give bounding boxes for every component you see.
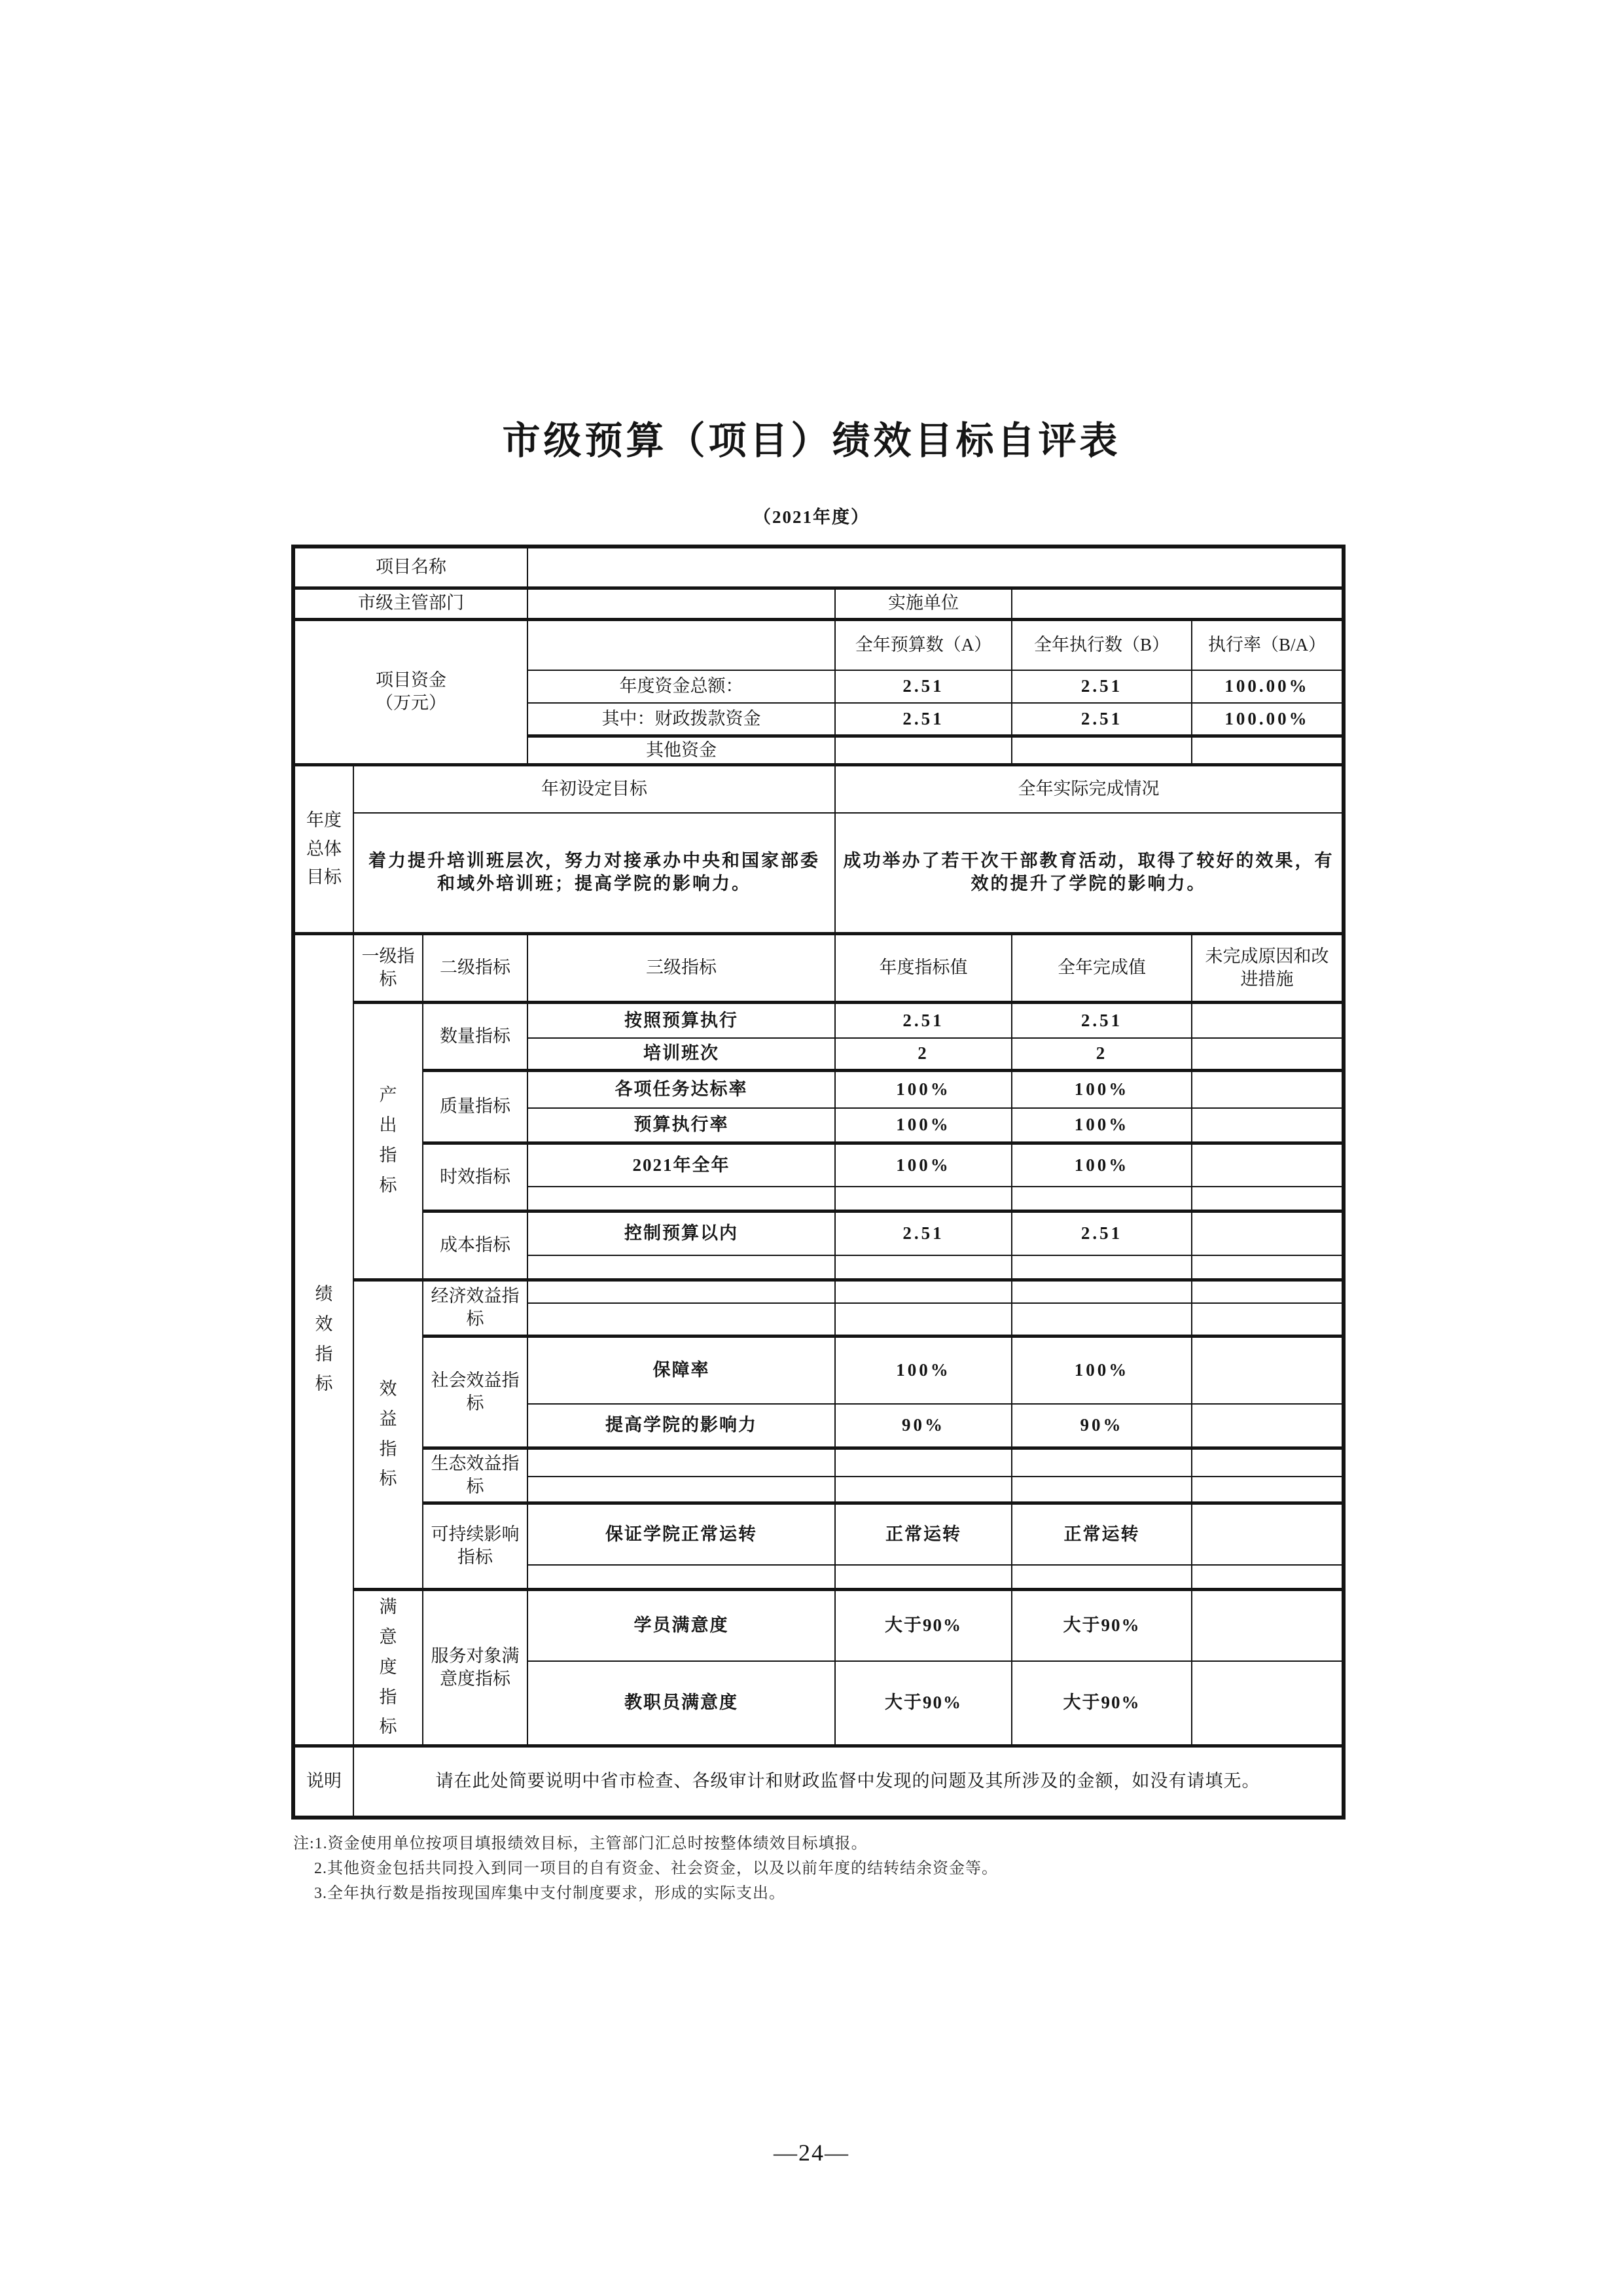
table-row [293, 764, 1344, 813]
level3-indicator: 控制预算以内 [527, 1211, 835, 1255]
level3-indicator [527, 1303, 835, 1336]
actual-value: 2 [1012, 1038, 1192, 1070]
remark-row [293, 1746, 1344, 1818]
level3-indicator [527, 1280, 835, 1303]
annual-goal-label [293, 764, 353, 933]
indicators-label [293, 933, 353, 1746]
funds-label-line2: （万元） [376, 693, 447, 713]
level1-label-text: 效益指标 [379, 1378, 397, 1489]
impl-unit-label-text: 实施单位 [888, 593, 959, 613]
target-value [835, 1187, 1012, 1211]
page-title: 市级预算（项目）绩效目标自评表 [502, 420, 1121, 462]
target-value: 大于90% [835, 1661, 1012, 1746]
level3-indicator [527, 1255, 835, 1280]
page-subtitle: （2021年度） [753, 507, 870, 527]
reason-cell [1192, 1002, 1344, 1038]
reason-cell [1192, 1404, 1344, 1448]
target-value: 100% [835, 1143, 1012, 1187]
level2-service-object: 服务对象满意度指标 [423, 1589, 527, 1746]
goal-set-header: 年初设定目标 [353, 764, 835, 813]
actual-value: 大于90% [1012, 1661, 1192, 1746]
fund-rate-value [1192, 736, 1344, 764]
target-value: 大于90% [835, 1589, 1012, 1661]
funds-col-exec: 全年执行数（B） [1012, 619, 1192, 670]
actual-value [1012, 1255, 1192, 1280]
funds-subheader-spacer [527, 619, 835, 670]
target-value: 90% [835, 1404, 1012, 1448]
target-value [835, 1448, 1012, 1477]
indicator-row [293, 1589, 1344, 1661]
level3-indicator [527, 1477, 835, 1503]
reason-cell [1192, 1336, 1344, 1404]
col-header-actual: 全年完成值 [1012, 933, 1192, 1002]
fund-row-label: 其他资金 [527, 736, 835, 764]
indicator-row [293, 1280, 1344, 1303]
level3-indicator [527, 1448, 835, 1477]
funds-label-line1: 项目资金 [376, 670, 447, 690]
actual-value [1012, 1303, 1192, 1336]
col-header-level1: 一级指标 [353, 933, 423, 1002]
fund-rate-value: 100.00% [1192, 670, 1344, 703]
reason-cell [1192, 1589, 1344, 1661]
reason-cell [1192, 1661, 1344, 1746]
project-name-label: 项目名称 [293, 547, 527, 588]
funds-col-budget: 全年预算数（A） [835, 619, 1012, 670]
footnotes [293, 1831, 1353, 1906]
level3-indicator [527, 1565, 835, 1589]
level3-indicator: 保障率 [527, 1336, 835, 1404]
target-value [835, 1280, 1012, 1303]
fund-budget-value [835, 736, 1012, 764]
level2-cost: 成本指标 [423, 1211, 527, 1280]
target-value [835, 1303, 1012, 1336]
indicator-header-row [293, 933, 1344, 1002]
actual-value [1012, 1448, 1192, 1477]
dept-label: 市级主管部门 [293, 588, 527, 619]
level3-indicator: 按照预算执行 [527, 1002, 835, 1038]
level2-quantity: 数量指标 [423, 1002, 527, 1070]
indicator-row [293, 1211, 1344, 1255]
reason-cell [1192, 1503, 1344, 1565]
target-value [835, 1565, 1012, 1589]
reason-cell [1192, 1108, 1344, 1143]
footnote-line: 2.其他资金包括共同投入到同一项目的自有资金、社会资金，以及以前年度的结转结余资金等。 [314, 1860, 998, 1877]
target-value: 100% [835, 1108, 1012, 1143]
fund-row-label: 其中：财政拨款资金 [527, 703, 835, 736]
footnote-line: 3.全年执行数是指按现国库集中支付制度要求，形成的实际支出。 [314, 1885, 785, 1902]
level3-indicator: 教职员满意度 [527, 1661, 835, 1746]
target-value [835, 1255, 1012, 1280]
impl-unit-value [1012, 588, 1344, 619]
level1-output [353, 1002, 423, 1280]
fund-budget-value: 2.51 [835, 703, 1012, 736]
actual-value: 90% [1012, 1404, 1192, 1448]
fund-row-label: 年度资金总额： [527, 670, 835, 703]
indicator-row [293, 1503, 1344, 1565]
target-value: 2 [835, 1038, 1012, 1070]
actual-value: 大于90% [1012, 1589, 1192, 1661]
reason-cell [1192, 1211, 1344, 1255]
level3-indicator: 培训班次 [527, 1038, 835, 1070]
target-value: 100% [835, 1336, 1012, 1404]
reason-cell [1192, 1143, 1344, 1187]
level3-indicator: 2021年全年 [527, 1143, 835, 1187]
indicators-label-text: 绩效指标 [315, 1283, 333, 1394]
actual-value: 2.51 [1012, 1211, 1192, 1255]
actual-value [1012, 1280, 1192, 1303]
table-row [293, 588, 1344, 619]
indicator-row [293, 1070, 1344, 1108]
dept-value [527, 588, 835, 619]
reason-cell [1192, 1448, 1344, 1477]
self-eval-table [291, 545, 1346, 1820]
col-header-target: 年度指标值 [835, 933, 1012, 1002]
fund-budget-value: 2.51 [835, 670, 1012, 703]
table-row [293, 813, 1344, 933]
indicator-row [293, 1448, 1344, 1477]
level1-label-text: 满意度指标 [379, 1596, 397, 1737]
page-number: —24— [774, 2140, 849, 2166]
remark-text: 请在此处简要说明中省市检查、各级审计和财政监督中发现的问题及其所涉及的金额，如没有请填无。 [353, 1746, 1344, 1818]
remark-label: 说明 [293, 1746, 353, 1818]
table-row [293, 547, 1344, 588]
level1-satisfaction [353, 1589, 423, 1746]
col-header-level2: 二级指标 [423, 933, 527, 1002]
actual-value: 100% [1012, 1070, 1192, 1108]
funds-label [293, 619, 527, 764]
target-value: 2.51 [835, 1211, 1012, 1255]
indicator-row [293, 1143, 1344, 1187]
level2-timeliness: 时效指标 [423, 1143, 527, 1211]
actual-value [1012, 1565, 1192, 1589]
table-row [293, 619, 1344, 670]
goal-set-text: 着力提升培训班层次，努力对接承办中央和国家部委和域外培训班；提高学院的影响力。 [353, 813, 835, 933]
level2-quality: 质量指标 [423, 1070, 527, 1143]
actual-value: 2.51 [1012, 1002, 1192, 1038]
level2-economic: 经济效益指标 [423, 1280, 527, 1336]
actual-value: 正常运转 [1012, 1503, 1192, 1565]
indicator-row [293, 1336, 1344, 1404]
level2-ecological: 生态效益指标 [423, 1448, 527, 1503]
footnote-line: 注:1.资金使用单位按项目填报绩效目标，主管部门汇总时按整体绩效目标填报。 [293, 1835, 868, 1852]
target-value [835, 1477, 1012, 1503]
reason-cell [1192, 1070, 1344, 1108]
reason-cell [1192, 1280, 1344, 1303]
goal-actual-header: 全年实际完成情况 [835, 764, 1344, 813]
level1-label-text: 产出指标 [379, 1085, 397, 1195]
reason-cell [1192, 1565, 1344, 1589]
annual-goal-label-text: 年度总体目标 [306, 810, 342, 887]
fund-exec-value: 2.51 [1012, 670, 1192, 703]
indicator-row [293, 1002, 1344, 1038]
col-header-level3: 三级指标 [527, 933, 835, 1002]
actual-value [1012, 1187, 1192, 1211]
target-value: 100% [835, 1070, 1012, 1108]
reason-cell [1192, 1255, 1344, 1280]
target-value: 2.51 [835, 1002, 1012, 1038]
funds-col-rate: 执行率（B/A） [1192, 619, 1344, 670]
reason-cell [1192, 1303, 1344, 1336]
reason-cell [1192, 1038, 1344, 1070]
actual-value: 100% [1012, 1336, 1192, 1404]
goal-actual-text: 成功举办了若干次干部教育活动，取得了较好的效果，有效的提升了学院的影响力。 [835, 813, 1344, 933]
fund-rate-value: 100.00% [1192, 703, 1344, 736]
fund-exec-value [1012, 736, 1192, 764]
level1-benefit [353, 1280, 423, 1589]
col-header-reason: 未完成原因和改进措施 [1192, 933, 1344, 1002]
actual-value: 100% [1012, 1108, 1192, 1143]
level3-indicator: 学员满意度 [527, 1589, 835, 1661]
level3-indicator: 保证学院正常运转 [527, 1503, 835, 1565]
level3-indicator: 提高学院的影响力 [527, 1404, 835, 1448]
actual-value: 100% [1012, 1143, 1192, 1187]
target-value: 正常运转 [835, 1503, 1012, 1565]
level3-indicator [527, 1187, 835, 1211]
project-name-value [527, 547, 1344, 588]
reason-cell [1192, 1477, 1344, 1503]
level2-social: 社会效益指标 [423, 1336, 527, 1448]
reason-cell [1192, 1187, 1344, 1211]
actual-value [1012, 1477, 1192, 1503]
level3-indicator: 各项任务达标率 [527, 1070, 835, 1108]
level2-sustainability: 可持续影响指标 [423, 1503, 527, 1589]
fund-exec-value: 2.51 [1012, 703, 1192, 736]
level3-indicator: 预算执行率 [527, 1108, 835, 1143]
impl-unit-label [835, 588, 1012, 619]
